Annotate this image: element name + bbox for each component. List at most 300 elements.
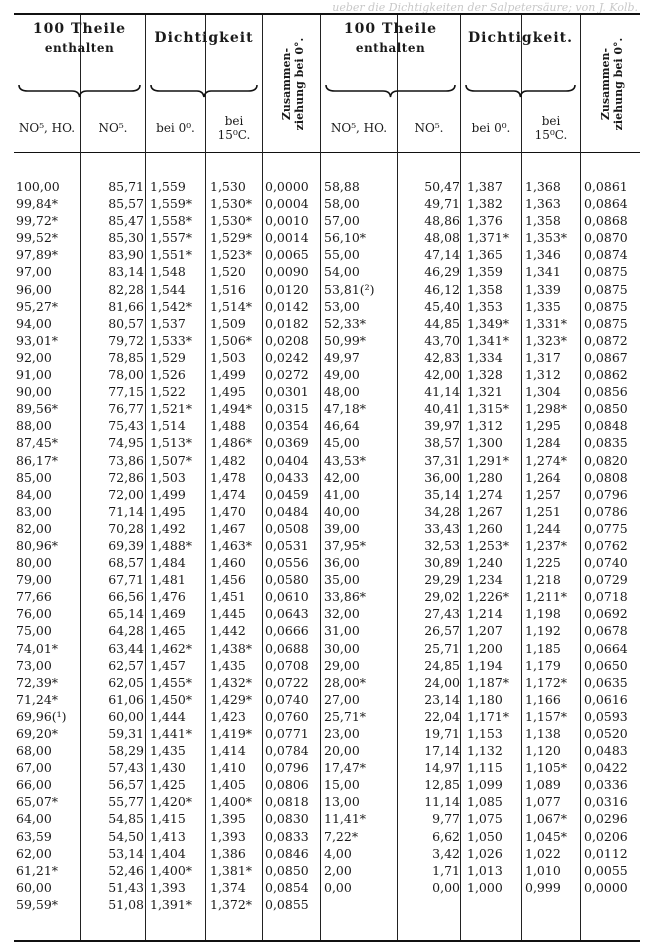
cell-no5ho-right: 31,00	[324, 623, 360, 639]
cell-density-0: 1,488*	[150, 537, 193, 553]
cell-no5-right: 45,40	[424, 298, 460, 314]
cell-density-0: 1,529	[150, 349, 186, 365]
cell-no5ho: 80,96*	[16, 537, 59, 553]
cell-density-0-right: 1,312	[467, 418, 503, 434]
cell-contraction-right: 0,0650	[584, 657, 628, 673]
cell-contraction-right: 0,0775	[584, 520, 628, 536]
cell-contraction-right: 0,0875	[584, 281, 628, 297]
cell-no5ho: 61,21*	[16, 862, 59, 878]
cell-density-0-right: 1,075	[467, 811, 503, 827]
cell-contraction-right: 0,0870	[584, 230, 628, 246]
bottom-rule	[14, 940, 640, 942]
cell-density-15-right: 1,331*	[525, 315, 568, 331]
cell-no5ho-right: 41,00	[324, 486, 360, 502]
cell-contraction-right: 0,0861	[584, 179, 628, 194]
header-contraction-right	[596, 16, 628, 151]
cell-density-0: 1,557*	[150, 230, 193, 246]
cell-no5: 85,71	[108, 179, 144, 194]
subheader-d0: bei 0⁰.	[156, 121, 195, 135]
cell-density-15: 1,495	[210, 384, 246, 400]
cell-no5ho-right: 27,00	[324, 691, 360, 707]
cell-no5: 62,57	[108, 657, 144, 673]
cell-no5ho: 77,66	[16, 589, 52, 605]
cell-density-0-right: 1,334	[467, 349, 503, 365]
cell-density-0: 1,400*	[150, 862, 193, 878]
cell-density-15-right: 1,192	[525, 623, 561, 639]
table-row	[14, 674, 640, 691]
cell-density-0-right: 1,050	[467, 828, 503, 844]
cell-density-0: 1,435	[150, 743, 186, 759]
cell-no5ho-right: 42,00	[324, 469, 360, 485]
cell-contraction: 0,0722	[265, 674, 309, 690]
cell-no5-right: 27,43	[424, 606, 460, 622]
cell-density-0-right: 1,291*	[467, 452, 510, 468]
header-right-group	[321, 20, 460, 85]
cell-density-15: 1,514*	[210, 298, 253, 314]
cell-no5: 67,71	[108, 572, 144, 588]
table-row	[14, 281, 640, 298]
table-row	[14, 810, 640, 827]
cell-no5: 85,47	[108, 213, 144, 229]
table-row	[14, 657, 640, 674]
cell-contraction: 0,0708	[265, 657, 309, 673]
cell-no5ho: 89,56*	[16, 401, 59, 417]
cell-density-0-right: 1,359	[467, 264, 503, 280]
cell-density-15-right: 1,237*	[525, 537, 568, 553]
cell-no5: 85,30	[108, 230, 144, 246]
table-row	[14, 605, 640, 622]
cell-density-15-right: 1,105*	[525, 760, 568, 776]
subheader-no5ho-right: NO⁵, HO.	[330, 121, 388, 135]
cell-contraction-right: 0,0678	[584, 623, 628, 639]
cell-density-0-right: 1,274	[467, 486, 503, 502]
cell-contraction: 0,0580	[265, 572, 309, 588]
cell-density-15: 1,523*	[210, 247, 253, 263]
cell-no5: 51,08	[108, 896, 144, 912]
cell-contraction: 0,0830	[265, 811, 309, 827]
cell-contraction: 0,0354	[265, 418, 309, 434]
cell-no5ho-right: 45,00	[324, 435, 360, 451]
cell-no5ho: 76,00	[16, 606, 52, 622]
table-row	[14, 434, 640, 451]
cell-no5: 78,00	[108, 367, 144, 383]
cell-density-0: 1,413	[150, 828, 186, 844]
cell-density-0: 1,513*	[150, 435, 193, 451]
cell-no5ho-right: 53,81(²)	[324, 281, 375, 297]
cell-density-0-right: 1,099	[467, 777, 503, 793]
cell-no5ho-right: 40,00	[324, 503, 360, 519]
cell-no5: 54,50	[108, 828, 144, 844]
cell-density-15-right: 1,335	[525, 298, 561, 314]
cell-density-15-right: 1,089	[525, 777, 561, 793]
cell-contraction-right: 0,0422	[584, 760, 628, 776]
cell-no5ho: 65,07*	[16, 794, 59, 810]
cell-no5: 72,00	[108, 486, 144, 502]
cell-no5ho: 67,00	[16, 760, 52, 776]
cell-density-15-right: 1,185	[525, 640, 561, 656]
cell-no5ho: 93,01*	[16, 332, 59, 348]
cell-density-15-right: 1,284	[525, 435, 561, 451]
cell-no5-right: 39,97	[424, 418, 460, 434]
cell-no5ho: 95,27*	[16, 298, 59, 314]
cell-density-15-right: 1,363	[525, 196, 561, 212]
cell-contraction-right: 0,0874	[584, 247, 628, 263]
cell-no5-right: 12,85	[424, 777, 460, 793]
table-row	[14, 640, 640, 657]
cell-density-15: 1,395	[210, 811, 246, 827]
subheader-no5-right: NO⁵.	[414, 121, 444, 135]
cell-no5ho: 73,00	[16, 657, 52, 673]
cell-no5ho: 63,59	[16, 828, 52, 844]
cell-contraction-right: 0,0740	[584, 555, 628, 571]
cell-density-0: 1,492	[150, 520, 186, 536]
table-row	[14, 212, 640, 229]
cell-density-15-right: 1,298*	[525, 401, 568, 417]
cell-density-0-right: 1,132	[467, 743, 503, 759]
cell-density-0-right: 1,300	[467, 435, 503, 451]
cell-density-15-right: 1,368	[525, 179, 561, 194]
cell-density-0-right: 1,353	[467, 298, 503, 314]
cell-no5-right: 29,02	[424, 589, 460, 605]
cell-no5ho: 91,00	[16, 367, 52, 383]
cell-no5-right: 23,14	[424, 691, 460, 707]
table-row	[14, 725, 640, 742]
cell-density-15-right: 1,120	[525, 743, 561, 759]
cell-density-0-right: 1,260	[467, 520, 503, 536]
cell-no5: 68,57	[108, 555, 144, 571]
cell-no5-right: 32,53	[424, 537, 460, 553]
cell-density-15: 1,451	[210, 589, 246, 605]
cell-no5ho-right: 57,00	[324, 213, 360, 229]
header-contraction	[277, 16, 309, 151]
cell-density-0-right: 1,187*	[467, 674, 510, 690]
cell-no5ho: 60,00	[16, 879, 52, 895]
cell-no5: 64,28	[108, 623, 144, 639]
cell-no5ho-right: 58,88	[324, 179, 360, 194]
cell-density-15-right: 1,257	[525, 486, 561, 502]
cell-density-15-right: 1,274*	[525, 452, 568, 468]
header-contraction-line1: Zusammen-	[280, 47, 293, 120]
cell-density-0: 1,521*	[150, 401, 193, 417]
cell-no5ho-right: 13,00	[324, 794, 360, 810]
table-row	[14, 588, 640, 605]
cell-no5-right: 17,14	[424, 743, 460, 759]
subheader-d15-line1: bei	[224, 114, 244, 128]
cell-contraction-right: 0,0820	[584, 452, 628, 468]
cell-density-15: 1,410	[210, 760, 246, 776]
cell-density-0-right: 1,365	[467, 247, 503, 263]
cell-no5ho-right: 49,00	[324, 367, 360, 383]
cell-contraction-right: 0,0786	[584, 503, 628, 519]
cell-no5-right: 44,85	[424, 315, 460, 331]
cell-contraction: 0,0242	[265, 349, 309, 365]
cell-no5ho-right: 20,00	[324, 743, 360, 759]
cell-density-15: 1,460	[210, 555, 246, 571]
brace-density	[150, 84, 258, 98]
table-row	[14, 229, 640, 246]
cell-no5ho-right: 30,00	[324, 640, 360, 656]
cell-density-0-right: 1,214	[467, 606, 503, 622]
table-row	[14, 862, 640, 879]
cell-contraction: 0,0182	[265, 315, 309, 331]
cell-no5: 73,86	[108, 452, 144, 468]
cell-density-15-right: 1,045*	[525, 828, 568, 844]
cell-density-0-right: 1,240	[467, 555, 503, 571]
cell-density-15: 1,435	[210, 657, 246, 673]
cell-no5-right	[398, 896, 460, 913]
table-row	[14, 759, 640, 776]
cell-contraction: 0,0404	[265, 452, 309, 468]
cell-density-0-right: 1,115	[467, 760, 503, 776]
cell-no5: 63,44	[108, 640, 144, 656]
cell-no5ho-right: 33,86*	[324, 589, 367, 605]
cell-no5-right: 29,29	[424, 572, 460, 588]
cell-no5-right: 46,29	[424, 264, 460, 280]
cell-contraction-right: 0,0692	[584, 606, 628, 622]
cell-contraction: 0,0090	[265, 264, 309, 280]
table-row	[14, 776, 640, 793]
cell-density-0-right: 1,321	[467, 384, 503, 400]
cell-no5: 62,05	[108, 674, 144, 690]
cell-density-15: 1,374	[210, 879, 246, 895]
cell-no5: 59,31	[108, 726, 144, 741]
cell-no5ho-right	[324, 896, 397, 913]
cell-no5-right: 14,97	[424, 760, 460, 776]
cell-density-0-right: 1,341*	[467, 332, 510, 348]
cell-no5-right: 42,00	[424, 367, 460, 383]
table-row	[14, 571, 640, 588]
cell-contraction-right: 0,0520	[584, 726, 628, 741]
cell-no5: 61,06	[108, 691, 144, 707]
cell-density-15: 1,506*	[210, 332, 253, 348]
cell-no5: 80,57	[108, 315, 144, 331]
cell-density-15: 1,482	[210, 452, 246, 468]
cell-no5-right: 41,14	[424, 384, 460, 400]
cell-density-15-right: 1,179	[525, 657, 561, 673]
cell-density-0: 1,444	[150, 708, 186, 724]
header-contraction-right-line1: Zusammen-	[599, 47, 612, 120]
cell-density-0: 1,558*	[150, 213, 193, 229]
running-header-text: ueber die Dichtigkeiten der Salpetersäure; von J. Kolb.	[332, 2, 638, 13]
cell-contraction: 0,0484	[265, 503, 309, 519]
cell-density-15: 1,494*	[210, 401, 253, 417]
cell-density-0: 1,441*	[150, 726, 193, 741]
cell-contraction: 0,0508	[265, 520, 309, 536]
cell-no5ho: 68,00	[16, 743, 52, 759]
cell-density-0: 1,462*	[150, 640, 193, 656]
header-right-line1: 100 Theile	[343, 21, 438, 37]
header-density-label-right: Dichtigkeit.	[467, 30, 573, 46]
cell-no5-right: 48,86	[424, 213, 460, 229]
cell-no5ho-right: 37,95*	[324, 537, 367, 553]
cell-density-0: 1,415	[150, 811, 186, 827]
cell-no5: 71,14	[108, 503, 144, 519]
cell-contraction: 0,0833	[265, 828, 309, 844]
cell-density-0: 1,404	[150, 845, 186, 861]
cell-no5-right: 43,70	[424, 332, 460, 348]
cell-density-15: 1,520	[210, 264, 246, 280]
table-row	[14, 879, 640, 896]
cell-contraction-right: 0,0000	[584, 879, 628, 895]
cell-no5ho: 99,52*	[16, 230, 59, 246]
cell-density-15-right: 1,138	[525, 726, 561, 741]
cell-contraction: 0,0854	[265, 879, 309, 895]
cell-density-0: 1,503	[150, 469, 186, 485]
cell-no5-right: 50,47	[424, 179, 460, 194]
cell-density-15-right: 1,211*	[525, 589, 568, 605]
cell-density-15: 1,442	[210, 623, 246, 639]
cell-no5-right: 6,62	[432, 828, 460, 844]
cell-density-0: 1,465	[150, 623, 186, 639]
cell-density-0: 1,484	[150, 555, 186, 571]
cell-density-15: 1,423	[210, 708, 246, 724]
brace-left	[18, 84, 141, 98]
cell-density-0: 1,559	[150, 179, 186, 194]
cell-density-0-right: 1,349*	[467, 315, 510, 331]
cell-density-0-right: 1,234	[467, 572, 503, 588]
cell-contraction: 0,0004	[265, 196, 309, 212]
cell-density-15-right: 1,172*	[525, 674, 568, 690]
cell-no5ho-right: 23,00	[324, 726, 360, 741]
cell-contraction: 0,0818	[265, 794, 309, 810]
table-row	[14, 742, 640, 759]
cell-density-0: 1,542*	[150, 298, 193, 314]
cell-no5-right: 34,28	[424, 503, 460, 519]
brace-density-right	[465, 84, 576, 98]
cell-density-15: 1,499	[210, 367, 246, 383]
cell-no5ho-right: 7,22*	[324, 828, 359, 844]
cell-density-0-right: 1,267	[467, 503, 503, 519]
cell-density-15-right: 1,358	[525, 213, 561, 229]
cell-density-15: 1,530*	[210, 196, 253, 212]
cell-no5: 75,43	[108, 418, 144, 434]
cell-no5-right: 24,85	[424, 657, 460, 673]
cell-no5ho-right: 39,00	[324, 520, 360, 536]
cell-density-0-right: 1,253*	[467, 537, 510, 553]
cell-density-15: 1,470	[210, 503, 246, 519]
cell-density-0-right: 1,382	[467, 196, 503, 212]
cell-density-15-right: 1,295	[525, 418, 561, 434]
cell-contraction: 0,0433	[265, 469, 309, 485]
cell-no5: 69,39	[108, 537, 144, 553]
cell-density-15-right: 1,339	[525, 281, 561, 297]
cell-contraction-right: 0,0718	[584, 589, 628, 605]
cell-contraction: 0,0010	[265, 213, 309, 229]
header-left-line2: enthalten	[44, 41, 115, 55]
cell-no5: 60,00	[108, 708, 144, 724]
cell-no5ho: 82,00	[16, 520, 52, 536]
cell-density-15: 1,372*	[210, 896, 253, 912]
cell-no5: 53,14	[108, 845, 144, 861]
cell-contraction-right: 0,0616	[584, 691, 628, 707]
cell-density-15-right: 1,067*	[525, 811, 568, 827]
cell-density-15: 1,400*	[210, 794, 253, 810]
cell-no5ho-right: 52,33*	[324, 315, 367, 331]
cell-density-15-right: 1,225	[525, 555, 561, 571]
cell-density-15-right: 1,022	[525, 845, 561, 861]
cell-no5: 79,72	[108, 332, 144, 348]
cell-no5-right: 36,00	[424, 469, 460, 485]
cell-contraction: 0,0688	[265, 640, 309, 656]
cell-no5ho-right: 35,00	[324, 572, 360, 588]
cell-no5ho-right: 4,00	[324, 845, 352, 861]
cell-contraction: 0,0142	[265, 298, 309, 314]
subheader-d15-right	[522, 114, 580, 154]
cell-density-15: 1,432*	[210, 674, 253, 690]
cell-no5ho-right: 56,10*	[324, 230, 367, 246]
cell-no5ho: 62,00	[16, 845, 52, 861]
cell-contraction-right: 0,0868	[584, 213, 628, 229]
cell-no5ho: 94,00	[16, 315, 52, 331]
cell-density-15: 1,419*	[210, 726, 253, 741]
table-row	[14, 469, 640, 486]
cell-density-15: 1,488	[210, 418, 246, 434]
cell-density-0: 1,469	[150, 606, 186, 622]
cell-contraction: 0,0855	[265, 896, 309, 912]
cell-no5-right: 3,42	[432, 845, 460, 861]
cell-contraction-right: 0,0875	[584, 264, 628, 280]
header-left-group	[14, 20, 145, 85]
table-row	[14, 332, 640, 349]
cell-no5-right: 25,71	[424, 640, 460, 656]
cell-density-0-right: 1,200	[467, 640, 503, 656]
cell-no5ho: 92,00	[16, 349, 52, 365]
cell-no5-right: 1,71	[432, 862, 460, 878]
cell-density-0-right: 1,180	[467, 691, 503, 707]
cell-contraction-right: 0,0850	[584, 401, 628, 417]
cell-density-15: 1,386	[210, 845, 246, 861]
subheader-no5: NO⁵.	[98, 121, 128, 135]
cell-density-15: 1,530*	[210, 213, 253, 229]
cell-no5-right: 26,57	[424, 623, 460, 639]
cell-density-0: 1,526	[150, 367, 186, 383]
header-density-label: Dichtigkeit	[154, 30, 254, 46]
cell-contraction: 0,0643	[265, 606, 309, 622]
cell-no5ho-right: 49,97	[324, 349, 360, 365]
cell-density-0-right: 1,153	[467, 726, 503, 741]
top-rule	[14, 13, 640, 15]
cell-density-0: 1,499	[150, 486, 186, 502]
cell-contraction-right: 0,0862	[584, 367, 628, 383]
cell-contraction: 0,0806	[265, 777, 309, 793]
cell-contraction-right: 0,0872	[584, 332, 628, 348]
cell-density-0: 1,420*	[150, 794, 193, 810]
table-row	[14, 520, 640, 537]
cell-density-0: 1,425	[150, 777, 186, 793]
table-row	[14, 554, 640, 571]
cell-contraction: 0,0531	[265, 537, 309, 553]
cell-density-15-right: 1,010	[525, 862, 561, 878]
cell-contraction: 0,0208	[265, 332, 309, 348]
cell-density-15-right: 1,346	[525, 247, 561, 263]
cell-no5ho: 69,20*	[16, 726, 59, 741]
table-row	[14, 263, 640, 280]
cell-no5ho: 85,00	[16, 469, 52, 485]
cell-density-0: 1,548	[150, 264, 186, 280]
cell-no5-right: 37,31	[424, 452, 460, 468]
cell-contraction: 0,0120	[265, 281, 309, 297]
cell-no5-right: 42,83	[424, 349, 460, 365]
cell-density-15: 1,467	[210, 520, 246, 536]
cell-density-0: 1,537	[150, 315, 186, 331]
table-body	[14, 178, 640, 913]
cell-no5ho: 74,01*	[16, 640, 59, 656]
cell-no5ho: 99,72*	[16, 213, 59, 229]
cell-no5: 57,43	[108, 760, 144, 776]
cell-contraction: 0,0014	[265, 230, 309, 246]
header-density-group	[146, 20, 262, 85]
cell-no5ho-right: 29,00	[324, 657, 360, 673]
